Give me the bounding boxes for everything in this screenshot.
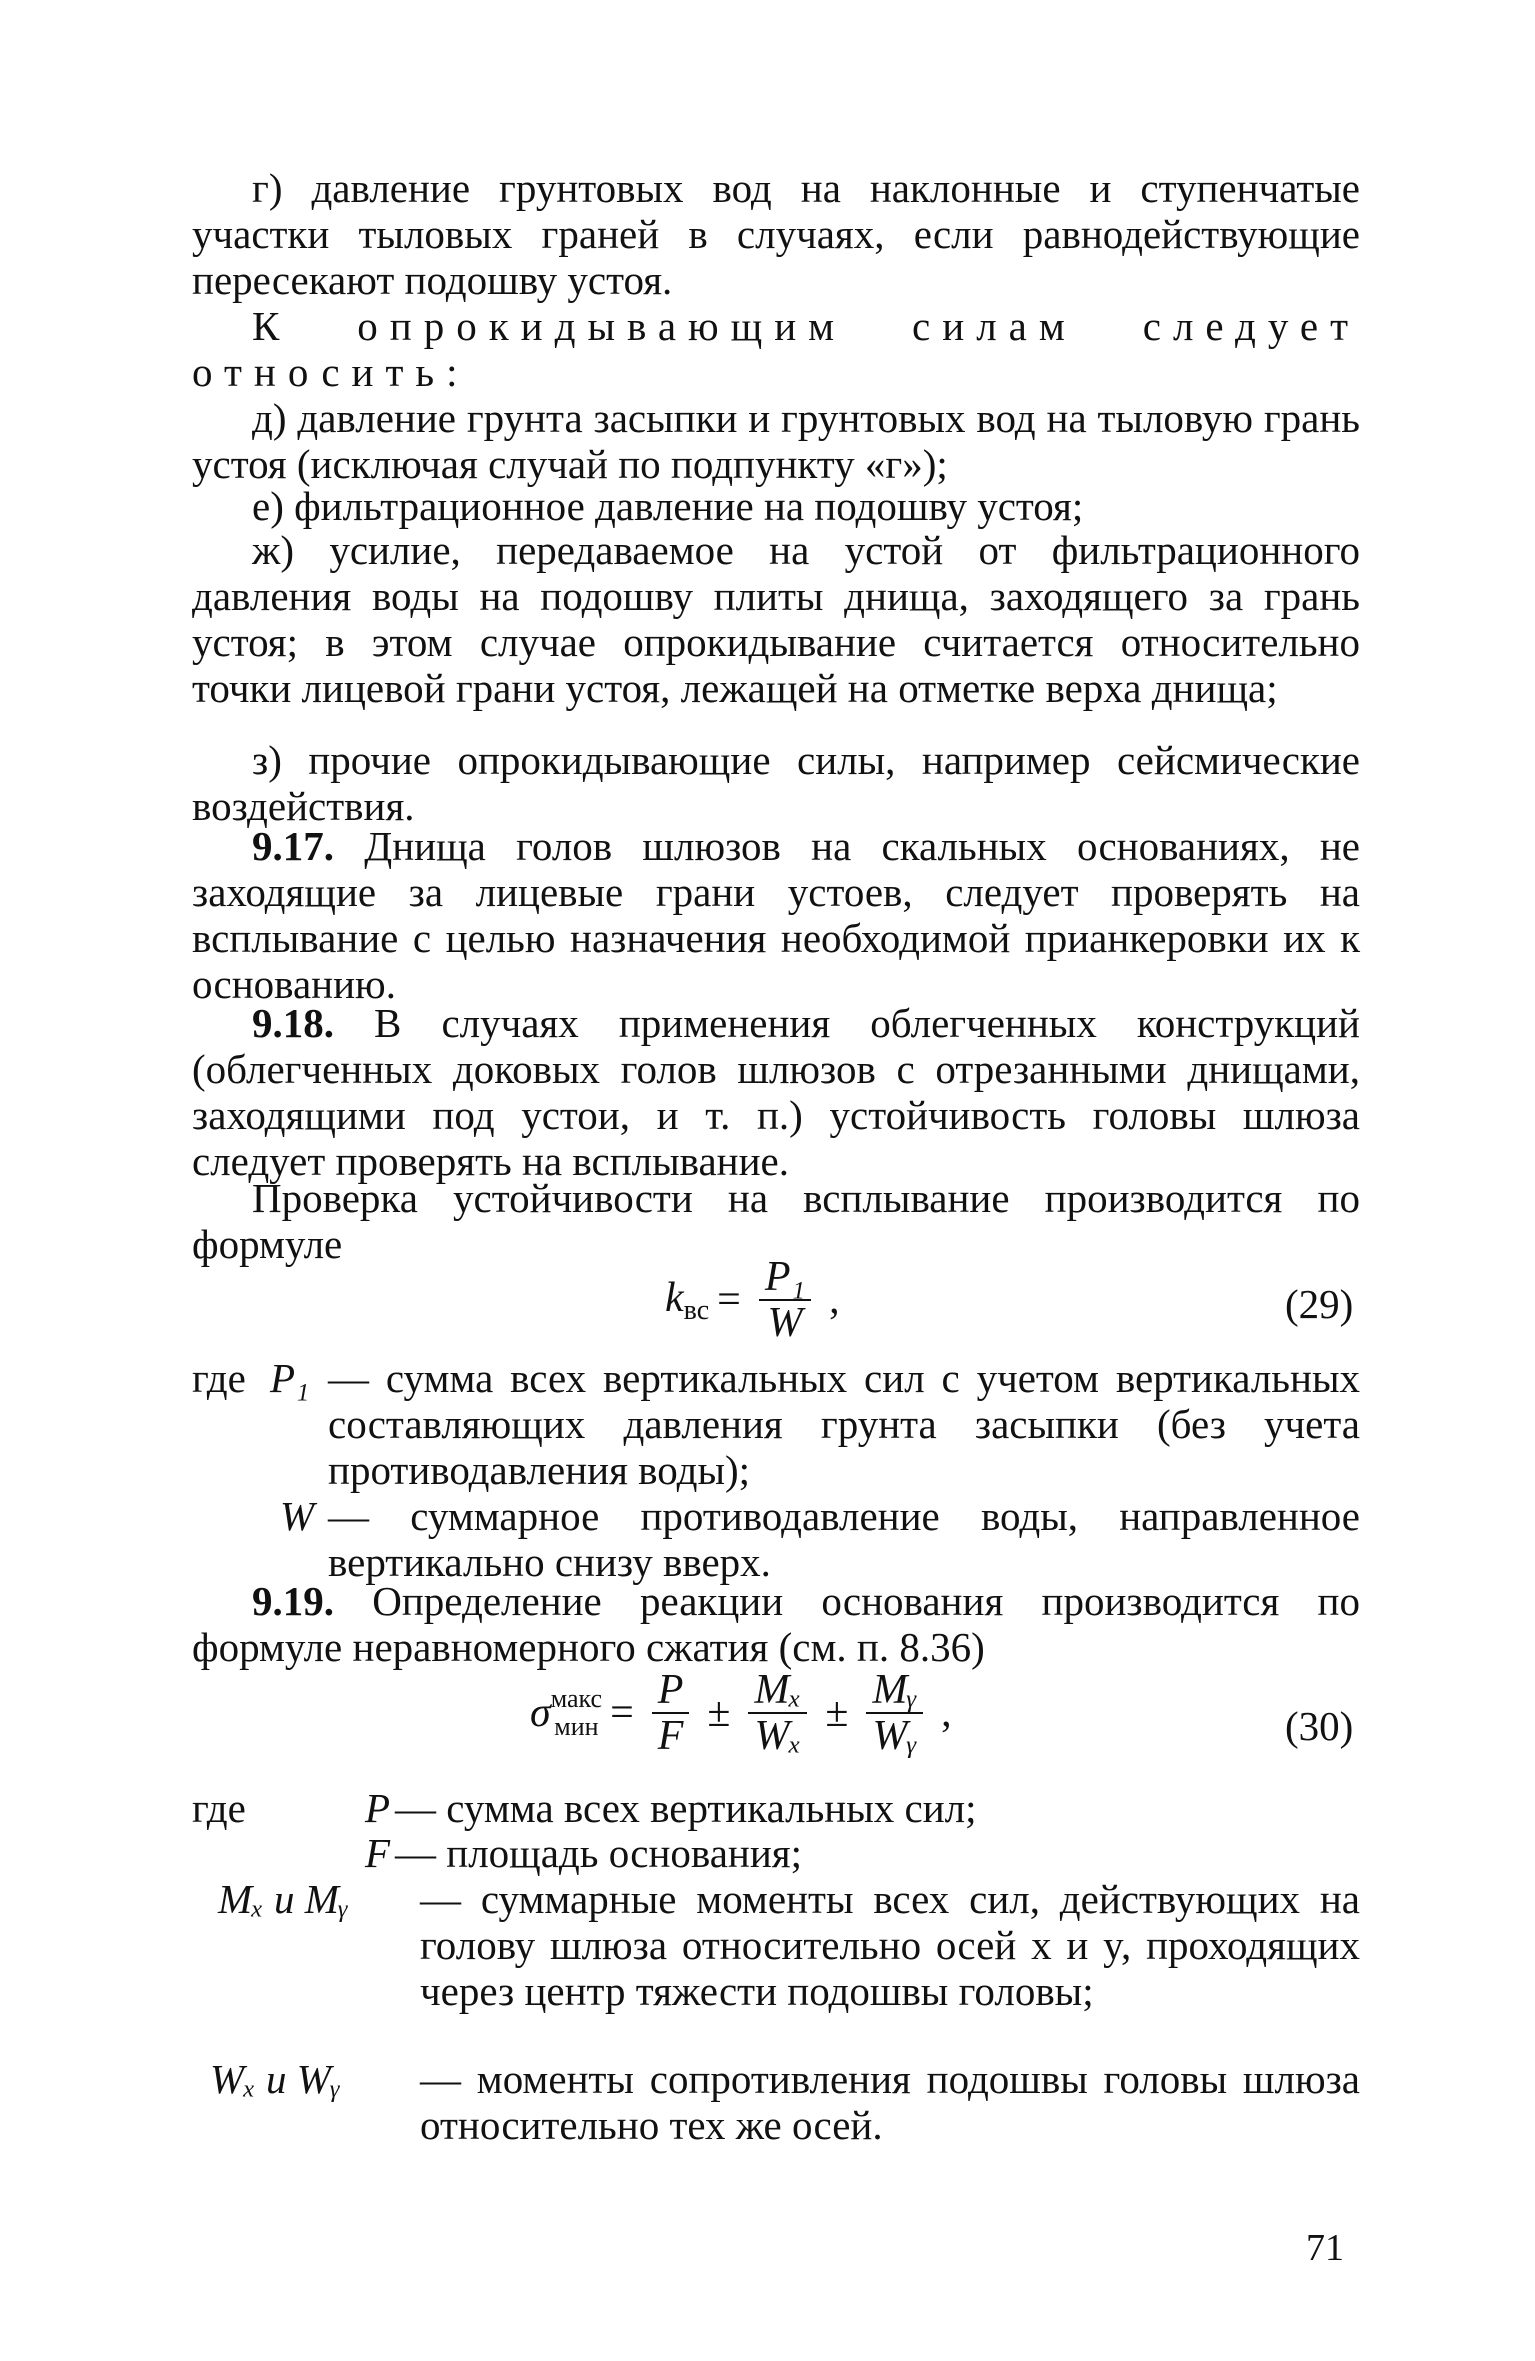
section-text: Днища голов шлюзов на скальных основаниях, не заходящие за лицевые грани устоев, следует проверять на всплывание с целью назначения необходимой прианкеровки их к основанию.	[192, 823, 1360, 1007]
fraction-P-F: $\frac{P}{F}$	[652, 1668, 690, 1758]
fraction-Mx-Wx: $\frac{\text{Mₓ}}{\text{Wₓ}}$	[748, 1668, 807, 1758]
section-text: В случаях применения облегченных конструкций (облегченных доковых голов шлюзов с отрезанными днищами, заходящими под устои, и т. п.) устойчивость головы шлюза следует проверять на всплывание.	[192, 1000, 1360, 1184]
section-number: 9.19.	[252, 1578, 334, 1624]
symbol-F: F	[365, 1830, 391, 1876]
page-number: 71	[1306, 2227, 1344, 2269]
definition-F: — площадь основания;	[395, 1830, 803, 1876]
symbol-Wx-Wy: Wₓ и Wᵧ	[210, 2056, 341, 2102]
where-label: где	[192, 1785, 246, 1831]
paragraph-e: е) фильтрационное давление на подошву устоя;	[252, 483, 1084, 529]
definition-W: — суммарное противодавление воды, направленное вертикально снизу вверх.	[328, 1493, 1360, 1585]
sigma-term: σ макс мин	[530, 1684, 603, 1741]
section-9-17	[192, 823, 1360, 1007]
equals-sign: =	[610, 1690, 634, 1736]
paragraph-zh: ж) усилие, передаваемое на устой от фильтрационного давления воды на подошву плиты днища, заходящего за грань устоя; в этом случае опрокидывание считается относительно точки лицевой грани устоя, лежащей на отметке верха днища;	[192, 527, 1360, 711]
overturn-heading: К опрокидывающим силам следует относить:	[192, 303, 1360, 395]
section-9-19	[192, 1578, 1360, 1670]
equation-number-29: (29)	[1285, 1281, 1354, 1327]
formula-29	[665, 1255, 848, 1345]
fraction-My-Wy: $\frac{\text{Mᵧ}}{\text{Wᵧ}}$	[866, 1668, 923, 1758]
check-paragraph: Проверка устойчивости на всплывание производится по формуле	[192, 1175, 1360, 1267]
paragraph-z: з) прочие опрокидывающие силы, например сейсмические воздействия.	[192, 737, 1360, 829]
plus-minus: ±	[825, 1690, 849, 1736]
section-text: Определение реакции основания производится по формуле неравномерного сжатия (см. п. 8.36)	[192, 1578, 1360, 1670]
comma: ,	[941, 1690, 952, 1736]
comma: ,	[829, 1277, 840, 1323]
formula-lhs: $k_{вс}$	[665, 1274, 710, 1326]
denominator: W	[767, 1300, 803, 1346]
definition-P1: — сумма всех вертикальных сил с учетом вертикальных составляющих давления грунта засыпки (без учета противодавления воды);	[328, 1355, 1360, 1493]
definition-Mx-My: — суммарные моменты всех сил, действующих на голову шлюза относительно осей x и y, проходящих через центр тяжести подошвы головы;	[420, 1876, 1360, 2014]
symbol-Mx-My: Mₓ и Mᵧ	[218, 1876, 349, 1922]
equation-number-30: (30)	[1285, 1703, 1354, 1749]
symbol-W: W	[280, 1493, 315, 1539]
definition-P: — сумма всех вертикальных сил;	[395, 1785, 977, 1831]
paragraph-d: д) давление грунта засыпки и грунтовых вод на тыловую грань устоя (исключая случай по подпункту «г»);	[192, 395, 1360, 487]
equals-sign: =	[717, 1277, 741, 1323]
formula-30	[530, 1668, 960, 1758]
definition-Wx-Wy: — моменты сопротивления подошвы головы шлюза относительно тех же осей.	[420, 2056, 1360, 2148]
plus-minus: ±	[707, 1690, 731, 1736]
fraction	[759, 1255, 811, 1345]
section-9-18	[192, 1000, 1360, 1184]
symbol-P1: P₁	[270, 1355, 310, 1401]
paragraph-g: г) давление грунтовых вод на наклонные и ступенчатые участки тыловых граней в случаях, если равнодействующие пересекают подошву устоя.	[192, 165, 1360, 303]
numerator: P₁	[759, 1255, 811, 1301]
section-number: 9.17.	[252, 823, 334, 869]
where-label: где	[192, 1355, 246, 1401]
symbol-P: P	[365, 1785, 391, 1831]
section-number: 9.18.	[252, 1000, 334, 1046]
